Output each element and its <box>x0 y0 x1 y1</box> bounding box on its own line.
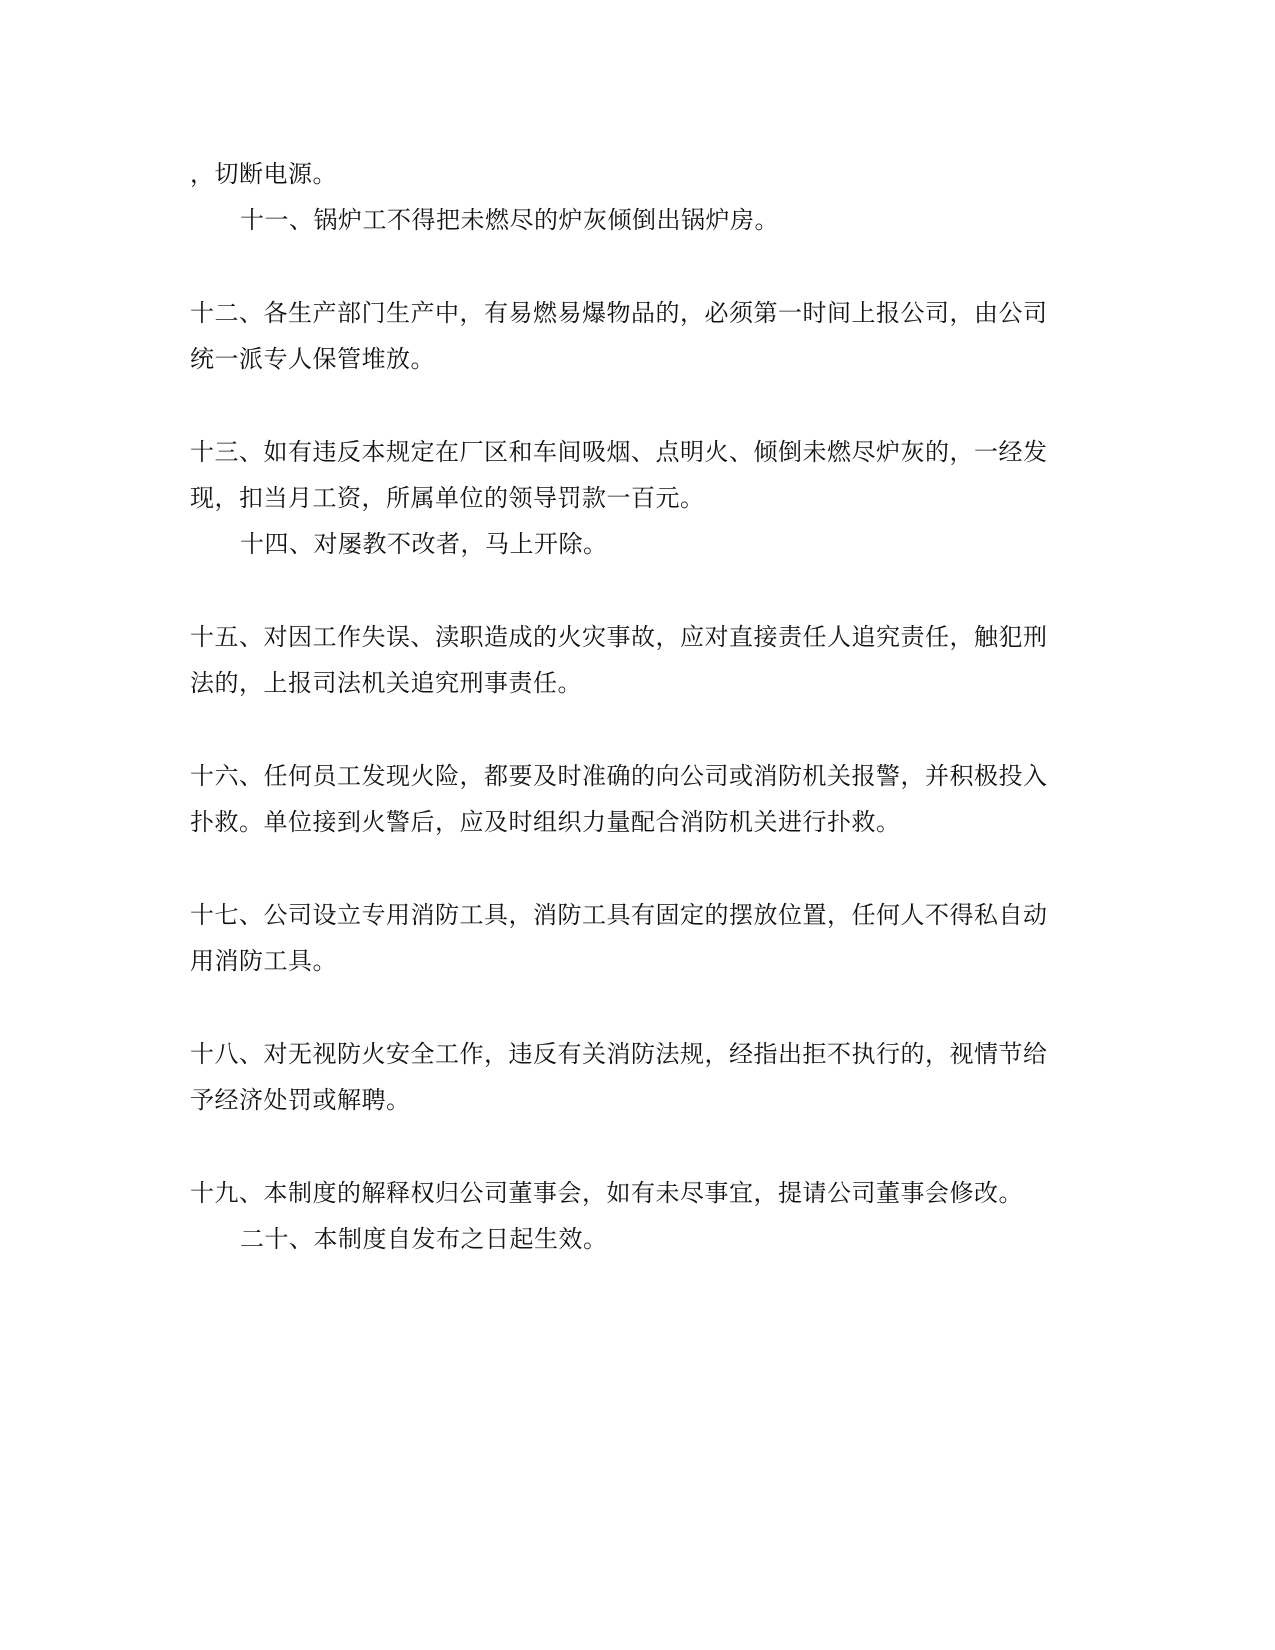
text-line: 十二、各生产部门生产中，有易燃易爆物品的，必须第一时间上报公司，由公司 <box>190 299 1048 327</box>
text-line: 十九、本制度的解释权归公司董事会，如有未尽事宜，提请公司董事会修改。 <box>190 1179 1023 1207</box>
text-line: 十八、对无视防火安全工作，违反有关消防法规，经指出拒不执行的，视情节给 <box>190 1040 1048 1068</box>
text-line: 扑救。单位接到火警后，应及时组织力量配合消防机关进行扑救。 <box>190 808 901 836</box>
text-line: 十四、对屡教不改者，马上开除。 <box>240 530 608 558</box>
text-line: 十六、任何员工发现火险，都要及时准确的向公司或消防机关报警，并积极投入 <box>190 762 1048 790</box>
text-line: 法的，上报司法机关追究刑事责任。 <box>190 669 582 697</box>
text-line: ，切断电源。 <box>190 160 337 188</box>
text-line: 十一、锅炉工不得把未燃尽的炉灰倾倒出锅炉房。 <box>240 206 779 234</box>
text-line: 统一派专人保管堆放。 <box>190 345 435 373</box>
text-line: 二十、本制度自发布之日起生效。 <box>240 1225 608 1253</box>
text-line: 十三、如有违反本规定在厂区和车间吸烟、点明火、倾倒未燃尽炉灰的，一经发 <box>190 438 1048 466</box>
text-line: 予经济处罚或解聘。 <box>190 1086 411 1114</box>
text-line: 现，扣当月工资，所属单位的领导罚款一百元。 <box>190 484 705 512</box>
text-line: 十七、公司设立专用消防工具，消防工具有固定的摆放位置，任何人不得私自动 <box>190 901 1048 929</box>
text-line: 十五、对因工作失误、渎职造成的火灾事故，应对直接责任人追究责任，触犯刑 <box>190 623 1048 651</box>
text-line: 用消防工具。 <box>190 947 337 975</box>
